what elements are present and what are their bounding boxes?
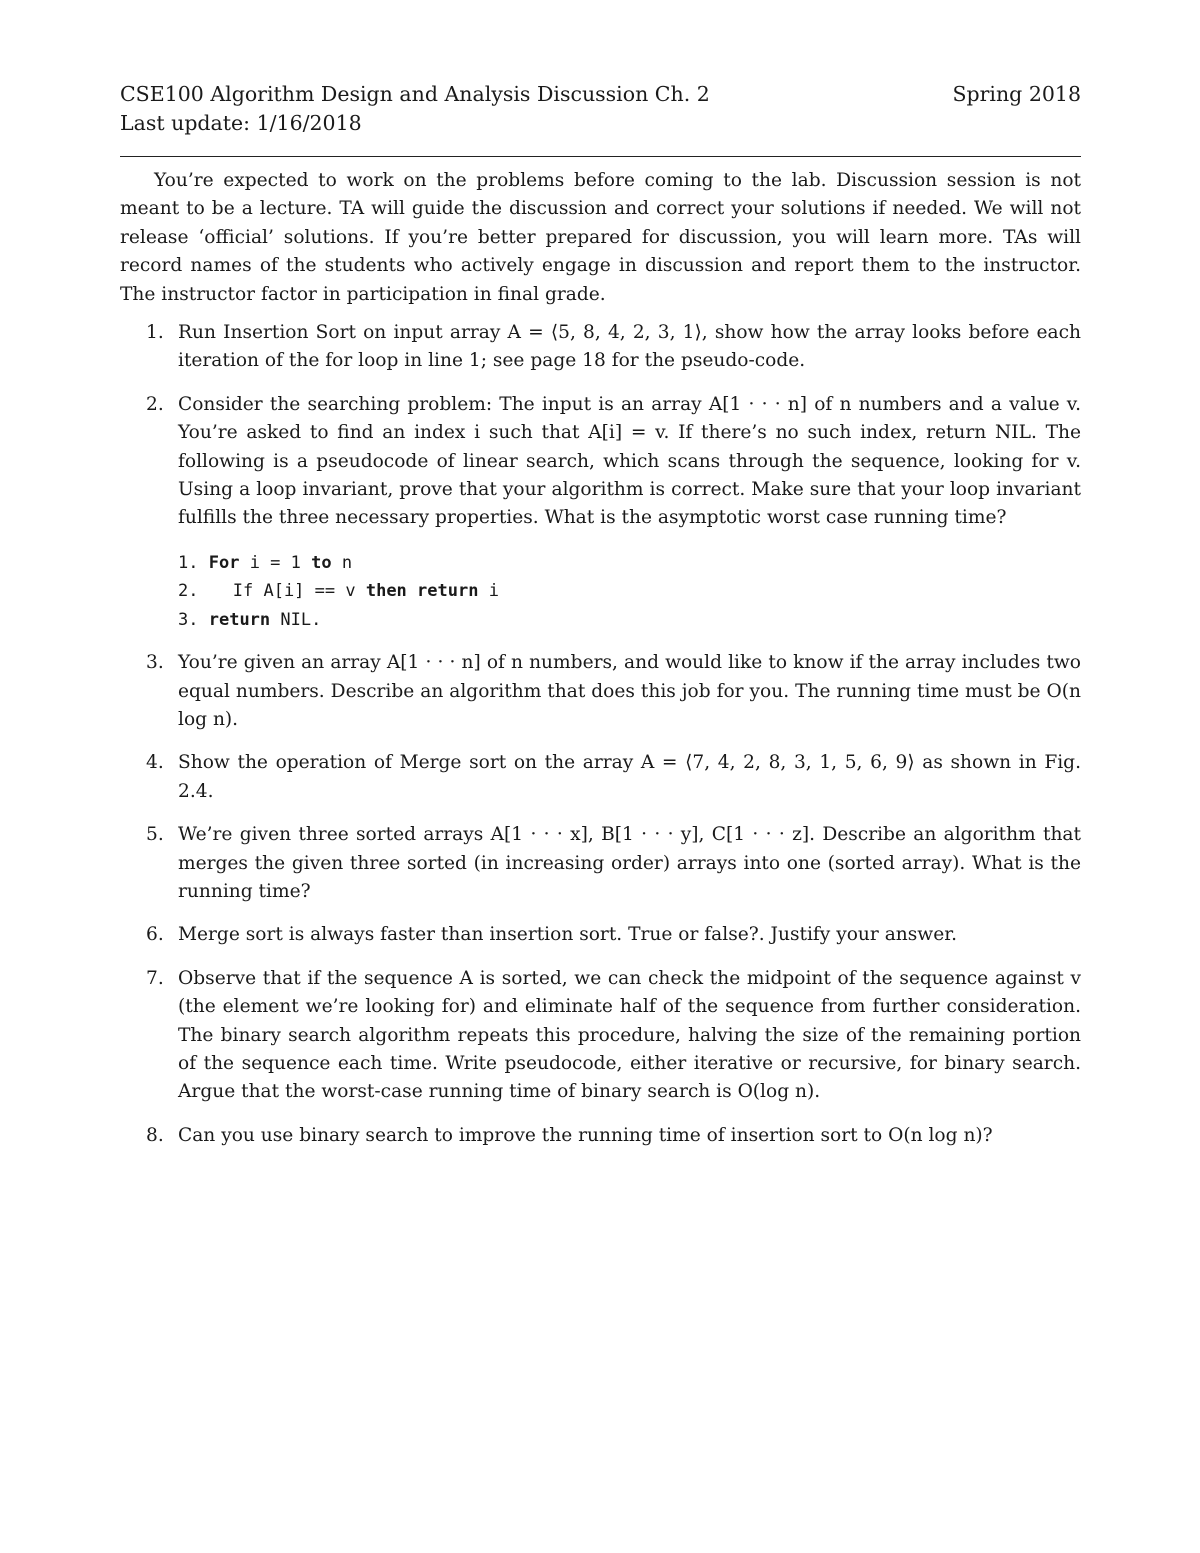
problem-number: 2. [146,393,164,415]
header-divider [120,156,1081,157]
problem-text: Show the operation of Merge sort on the array A = ⟨7, 4, 2, 8, 3, 1, 5, 6, 9⟩ as shown in Fig. 2.4. [178,752,1081,802]
problem-number: 5. [146,824,164,846]
problem-text: Run Insertion Sort on input array A = ⟨5, 8, 4, 2, 3, 1⟩, show how the array looks before each iteration of the for loop in line 1; see page 18 for the pseudo-code. [178,322,1081,372]
problem-item [120,965,1081,1107]
problem-text: Merge sort is always faster than insertion sort. True or false?. Justify your answer. [178,924,957,946]
problem-item [120,319,1081,376]
last-update: Last update: 1/16/2018 [120,111,362,135]
problem-text: Observe that if the sequence A is sorted, we can check the midpoint of the sequence against v (the element we’re looking for) and eliminate half of the sequence from further consideration. The binary search algorithm repeats this procedure, halving the size of the remaining portion of the sequence each time. Write pseudocode, either iterative or recursive, for binary search. Argue that the worst-case running time of binary search is O(log n). [178,967,1081,1103]
problem-number: 7. [146,967,164,989]
problem-number: 3. [146,652,164,674]
intro-paragraph: You’re expected to work on the problems before coming to the lab. Discussion session is not meant to be a lecture. TA will guide the discussion and correct your solutions if needed. We will not release ‘official’ solutions. If you’re better prepared for discussion, you will learn more. TAs will record names of the students who actively engage in discussion and report them to the instructor. The instructor factor in participation in final grade. [120,170,1081,305]
problem-item [120,921,1081,949]
problem-item [120,391,1081,634]
code-line: 2. If A[i] == v then return i [178,581,499,602]
problem-text: You’re given an array A[1 · · · n] of n numbers, and would like to know if the array includes two equal numbers. Describe an algorithm that does this job for you. The running time must be O(n log n). [178,652,1081,730]
problem-number: 1. [146,322,164,344]
problem-item [120,749,1081,806]
problem-item [120,1122,1081,1150]
problem-list [120,319,1081,1150]
problem-text: We’re given three sorted arrays A[1 · · · x], B[1 · · · y], C[1 · · · z]. Describe an algorithm that merges the given three sorted (in increasing order) arrays into one (sorted array). What is the running time? [178,824,1081,902]
problem-text: Consider the searching problem: The input is an array A[1 · · · n] of n numbers and a value v. You’re asked to find an index i such that A[i] = v. If there’s no such index, return NIL. The following is a pseudocode of linear search, which scans through the sequence, looking for v. Using a loop invariant, prove that your algorithm is correct. Make sure that your loop invariant fulfills the three necessary properties. What is the asymptotic worst case running time? [178,393,1081,529]
problem-number: 4. [146,752,164,774]
pseudocode-block [178,549,1081,634]
code-line: 1. For i = 1 to n [178,552,353,573]
problem-number: 6. [146,924,164,946]
problem-number: 8. [146,1124,164,1146]
header [120,80,1081,109]
document-title: CSE100 Algorithm Design and Analysis Discussion Ch. 2 [120,82,710,106]
code-line: 3. return NIL. [178,609,322,630]
problem-item [120,821,1081,906]
problem-item [120,649,1081,734]
problem-text: Can you use binary search to improve the running time of insertion sort to O(n log n)? [178,1124,993,1146]
term-label: Spring 2018 [952,82,1081,106]
document-page [120,80,1081,1165]
